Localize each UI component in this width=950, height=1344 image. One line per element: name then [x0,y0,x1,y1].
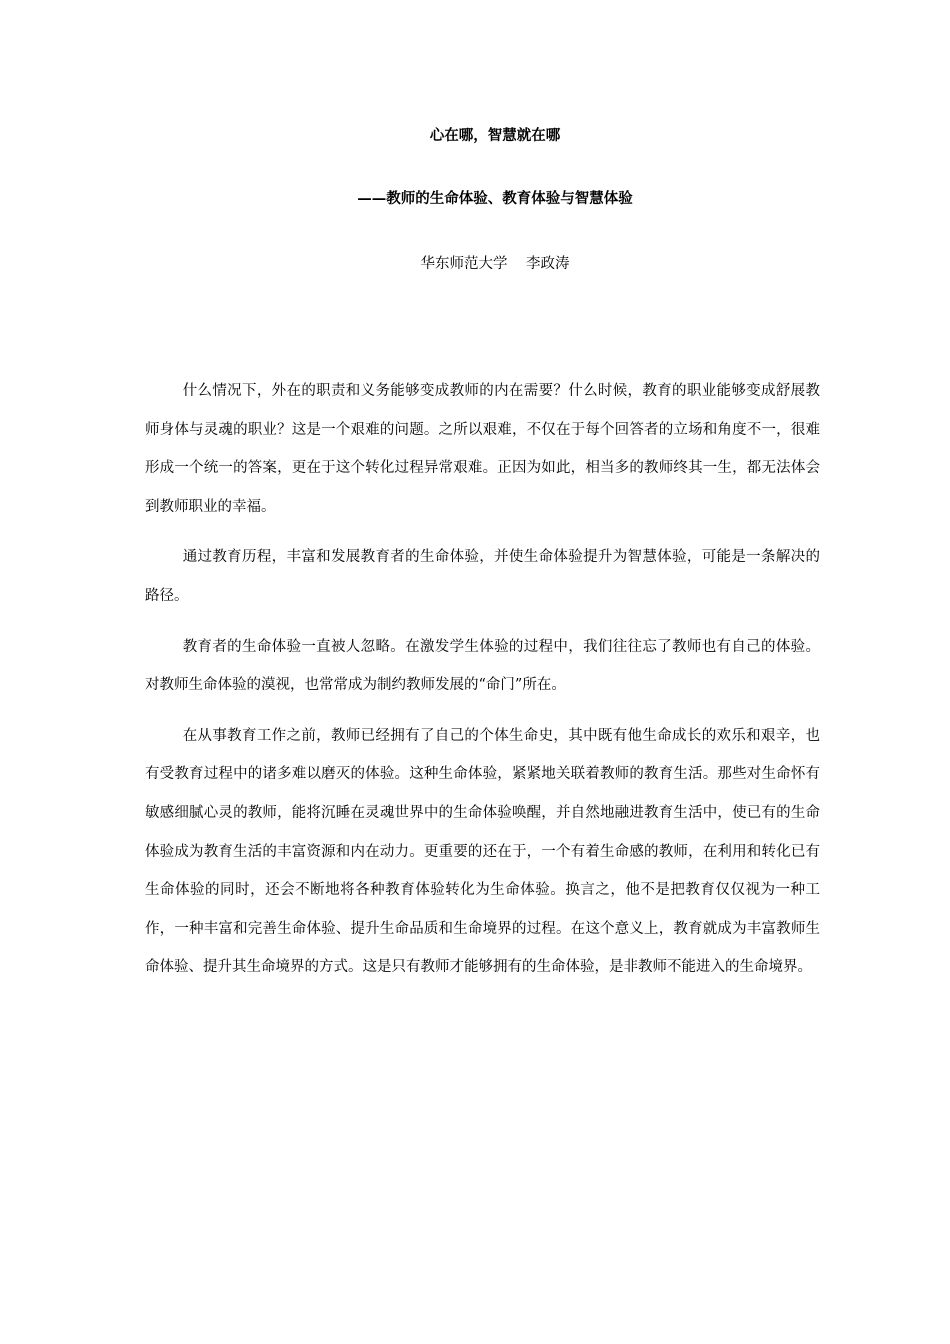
paragraph: 通过教育历程，丰富和发展教育者的生命体验，并使生命体验提升为智慧体验，可能是一条解决的路径。 [145,549,820,604]
document-body [145,372,820,999]
author-byline: 华东师范大学 李政涛 [420,256,570,272]
paragraph: 什么情况下，外在的职责和义务能够变成教师的内在需要？什么时候，教育的职业能够变成舒展教师身体与灵魂的职业？这是一个艰难的问题。之所以艰难，不仅在于每个回答者的立场和角度不一，很难形成一个统一的答案，更在于这个转化过程异常艰难。正因为如此，相当多的教师终其一生，都无法体会到教师职业的幸福。 [145,383,820,515]
paragraph: 在从事教育工作之前，教师已经拥有了自己的个体生命史，其中既有他生命成长的欢乐和艰辛，也有受教育过程中的诸多难以磨灭的体验。这种生命体验，紧紧地关联着教师的教育生活。那些对生命怀有敏感细腻心灵的教师，能将沉睡在灵魂世界中的生命体验唤醒，并自然地融进教育生活中，使已有的生命体验成为教育生活的丰富资源和内在动力。更重要的还在于，一个有着生命感的教师，在利用和转化已有生命体验的同时，还会不断地将各种教育体验转化为生命体验。换言之，他不是把教育仅仅视为一种工作，一种丰富和完善生命体验、提升生命品质和生命境界的过程。在这个意义上，教育就成为丰富教师生命体验、提升其生命境界的方式。这是只有教师才能够拥有的生命体验，是非教师不能进入的生命境界。 [145,727,820,976]
document-title: 心在哪，智慧就在哪 [429,127,561,144]
document-subtitle: ——教师的生命体验、教育体验与智慧体验 [357,190,633,207]
paragraph: 教育者的生命体验一直被人忽略。在激发学生体验的过程中，我们往往忘了教师也有自己的体验。对教师生命体验的漠视，也常常成为制约教师发展的“命门”所在。 [145,638,820,694]
